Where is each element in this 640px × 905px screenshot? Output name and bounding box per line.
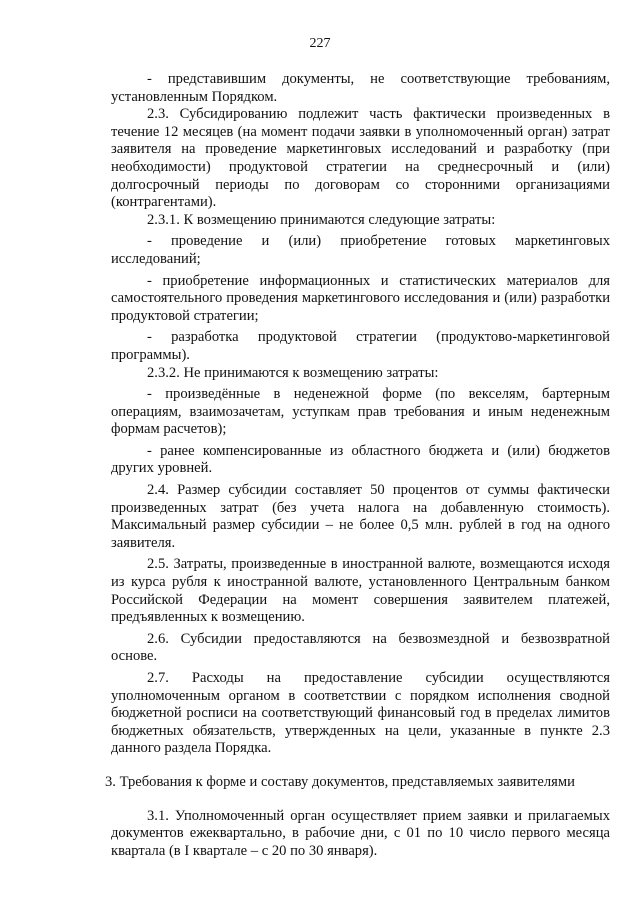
paragraph-bullet-research: - проведение и (или) приобретение готовых маркетинговых исследований; bbox=[111, 233, 610, 267]
paragraph-bullet-nonmonetary: - произведённые в неденежной форме (по векселям, бартерным операциям, взаимозачетам, уступкам прав требования и иным неденежным формам расчетов); bbox=[111, 386, 610, 438]
paragraph-2-3-1: 2.3.1. К возмещению принимаются следующие затраты: bbox=[147, 211, 496, 228]
paragraph-bullet-compensated: - ранее компенсированные из областного бюджета и (или) бюджетов других уровней. bbox=[111, 442, 610, 477]
section-3-heading: 3. Требования к форме и составу документов, представляемых заявителями bbox=[105, 773, 575, 790]
paragraph-bullet-materials: - приобретение информационных и статистических материалов для самостоятельного проведения маркетингового исследования и (или) разработки продуктовой стратегии; bbox=[111, 272, 610, 324]
paragraph-bullet-inconsistent-documents: - представившим документы, не соответствующие требованиям, установленным Порядком. bbox=[111, 71, 610, 105]
page-number: 227 bbox=[309, 36, 331, 51]
paragraph-2-6: 2.6. Субсидии предоставляются на безвозмездной и безвозвратной основе. bbox=[111, 630, 610, 665]
paragraph-bullet-strategy: - разработка продуктовой стратегии (продуктово-маркетинговой программы). bbox=[111, 329, 610, 363]
document-body bbox=[105, 71, 610, 860]
paragraph-2-4: 2.4. Размер субсидии составляет 50 процентов от суммы фактически произведенных затрат (без учета налога на добавленную стоимость). Максимальный размер субсидии – не более 0,5 млн. рублей в год на одного заявителя. bbox=[111, 482, 610, 551]
paragraph-2-3-2: 2.3.2. Не принимаются к возмещению затраты: bbox=[147, 364, 439, 381]
paragraph-2-3: 2.3. Субсидированию подлежит часть фактически произведенных в течение 12 месяцев (на момент подачи заявки в уполномоченный орган) затрат заявителя на проведение маркетинговых исследований и разработку (при необходимости) продуктовой стратегии на среднесрочный и (или) долгосрочный периоды по договорам со сторонними организациями (контрагентами). bbox=[111, 106, 610, 211]
paragraph-3-1: 3.1. Уполномоченный орган осуществляет прием заявки и прилагаемых документов ежеквартально, в рабочие дни, с 01 по 10 число первого месяца квартала (в I квартале – с 20 по 30 января). bbox=[111, 807, 610, 859]
paragraph-2-5: 2.5. Затраты, произведенные в иностранной валюте, возмещаются исходя из курса рубля к иностранной валюте, установленного Центральным банком Российской Федерации на момент совершения заявителем платежей, предъявленных к возмещению. bbox=[111, 556, 610, 626]
paragraph-2-7: 2.7. Расходы на предоставление субсидии осуществляются уполномоченным органом в соответствии с порядком исполнения сводной бюджетной росписи на соответствующий финансовый год в пределах лимитов бюджетных обязательств, утвержденных на цели, указанные в пункте 2.3 данного раздела Порядка. bbox=[111, 670, 610, 757]
